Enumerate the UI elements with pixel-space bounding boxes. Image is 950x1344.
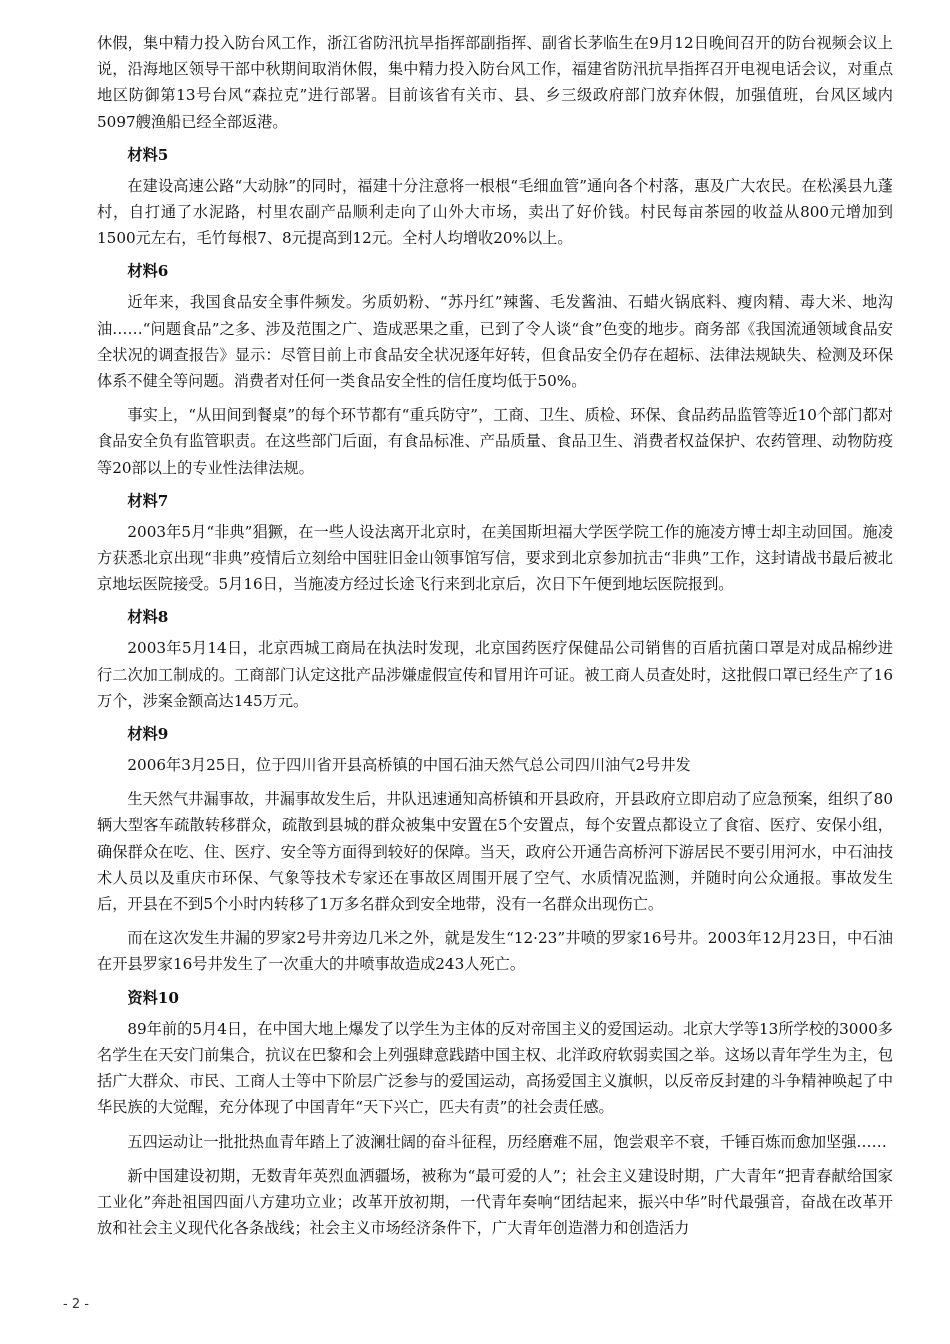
paragraph-material-10-a: 89年前的5月4日，在中国大地上爆发了以学生为主体的反对帝国主义的爱国运动。北京大学等13所学校的3000多名学生在天安门前集合，抗议在巴黎和会上列强肆意践踏中国主权、北洋政府软弱卖国之举。这场以青年学生为主，包括广大群众、市民、工商人士等中下阶层广泛参与的爱国运动，高扬爱国主义旗帜，以反帝反封建的斗争精神唤起了中华民族的大觉醒，充分体现了中国青年“天下兴亡，匹夫有责”的社会责任感。 (97, 1019, 893, 1117)
paragraph-typhoon-continued: 休假，集中精力投入防台风工作，浙江省防汛抗旱指挥部副指挥、副省长茅临生在9月12日晚间召开的防台视频会议上说，沿海地区领导干部中秋期间取消休假，集中精力投入防台风工作，福建省防汛抗旱指挥召开电视电话会议，对重点地区防御第13号台风“森拉克”进行部署。目前该省有关市、县、乡三级政府部门放弃休假，加强值班，台风区域内5097艘渔船已经全部返港。 (97, 34, 893, 131)
paragraph-material-10-b: 五四运动让一批批热血青年踏上了波澜壮阔的奋斗征程，历经磨难不屈，饱尝艰辛不衰，千锤百炼而愈加坚强…… (127, 1132, 887, 1151)
paragraph-material-9-a: 2006年3月25日，位于四川省开县高桥镇的中国石油天然气总公司四川油气2号井发 (127, 756, 691, 775)
paragraph-material-6-a: 近年来，我国食品安全事件频发。劣质奶粉、“苏丹红”辣酱、毛发酱油、石蜡火锅底料、瘦肉精、毒大米、地沟油……“问题食品”之多、涉及范围之广、造成恶果之重，已到了令人谈“食”色变的地步。商务部《我国流通领域食品安全状况的调查报告》显示：尽管目前上市食品安全状况逐年好转，但食品安全仍存在超标、法律法规缺失、检测及环保体系不健全等问题。消费者对任何一类食品安全性的信任度均低于50%。 (97, 293, 893, 391)
heading-material-10: 资料10 (127, 988, 179, 1007)
paragraph-material-10-c: 新中国建设初期，无数青年英烈血洒疆场，被称为“最可爱的人”；社会主义建设时期，广大青年“把青春献给国家工业化”奔赴祖国四面八方建功立业；改革开放初期，一代青年奏响“团结起来，振兴中华”时代最强音，奋战在改革开放和社会主义现代化各条战线；社会主义市场经济条件下，广大青年创造潜力和创造活力 (97, 1166, 893, 1238)
paragraph-material-5: 在建设高速公路“大动脉”的同时，福建十分注意将一根根“毛细血管”通向各个村落，惠及广大农民。在松溪县九蓬村，自打通了水泥路，村里农副产品顺利走向了山外大市场，卖出了好价钱。村民每亩茶园的收益从800元增加到1500元左右，毛竹每根7、8元提高到12元。全村人均增收20%以上。 (97, 176, 893, 248)
heading-material-9: 材料9 (127, 725, 169, 744)
document-body (97, 30, 893, 1249)
heading-material-8: 材料8 (127, 608, 169, 627)
paragraph-material-8: 2003年5月14日，北京西城工商局在执法时发现，北京国药医疗保健品公司销售的百盾抗菌口罩是对成品棉纱进行二次加工制成的。工商部门认定这批产品涉嫌虚假宣传和冒用许可证。被工商人员查处时，这批假口罩已经生产了16万个，涉案金额高达145万元。 (97, 639, 893, 710)
paragraph-material-6-b: 事实上，“从田间到餐桌”的每个环节都有“重兵防守”，工商、卫生、质检、环保、食品药品监管等近10个部门都对食品安全负有监管职责。在这些部门后面，有食品标准、产品质量、食品卫生、消费者权益保护、农药管理、动物防疫等20部以上的专业性法律法规。 (97, 406, 893, 477)
heading-material-6: 材料6 (127, 262, 169, 281)
paragraph-material-9-c: 而在这次发生井漏的罗家2号井旁边几米之外，就是发生“12·23”井喷的罗家16号井。2003年12月23日，中石油在开县罗家16号井发生了一次重大的井喷事故造成243人死亡。 (97, 929, 893, 974)
paragraph-material-9-b: 生天然气井漏事故，井漏事故发生后，井队迅速通知高桥镇和开县政府，开县政府立即启动了应急预案，组织了80辆大型客车疏散转移群众，疏散到县城的群众被集中安置在5个安置点，每个安置点都设立了食宿、医疗、安保小组，确保群众在吃、住、医疗、安全等方面得到较好的保障。当天，政府公开通告高桥河下游居民不要引用河水，中石油技术人员以及重庆市环保、气象等技术专家还在事故区周围开展了空气、水质情况监测，并随时向公众通报。事故发生后，开县在不到5个小时内转移了1万多名群众到安全地带，没有一名群众出现伤亡。 (97, 790, 893, 914)
heading-material-7: 材料7 (127, 491, 169, 510)
paragraph-material-7: 2003年5月“非典”猖獗，在一些人设法离开北京时，在美国斯坦福大学医学院工作的施凌方博士却主动回国。施凌方获悉北京出现“非典”疫情后立刻给中国驻旧金山领事馆写信，要求到北京参加抗击“非典”工作，这封请战书最后被北京地坛医院接受。5月16日，当施凌方经过长途飞行来到北京后，次日下午便到地坛医院报到。 (97, 522, 893, 594)
heading-material-5: 材料5 (127, 145, 169, 164)
page-number: - 2 - (63, 1297, 89, 1312)
